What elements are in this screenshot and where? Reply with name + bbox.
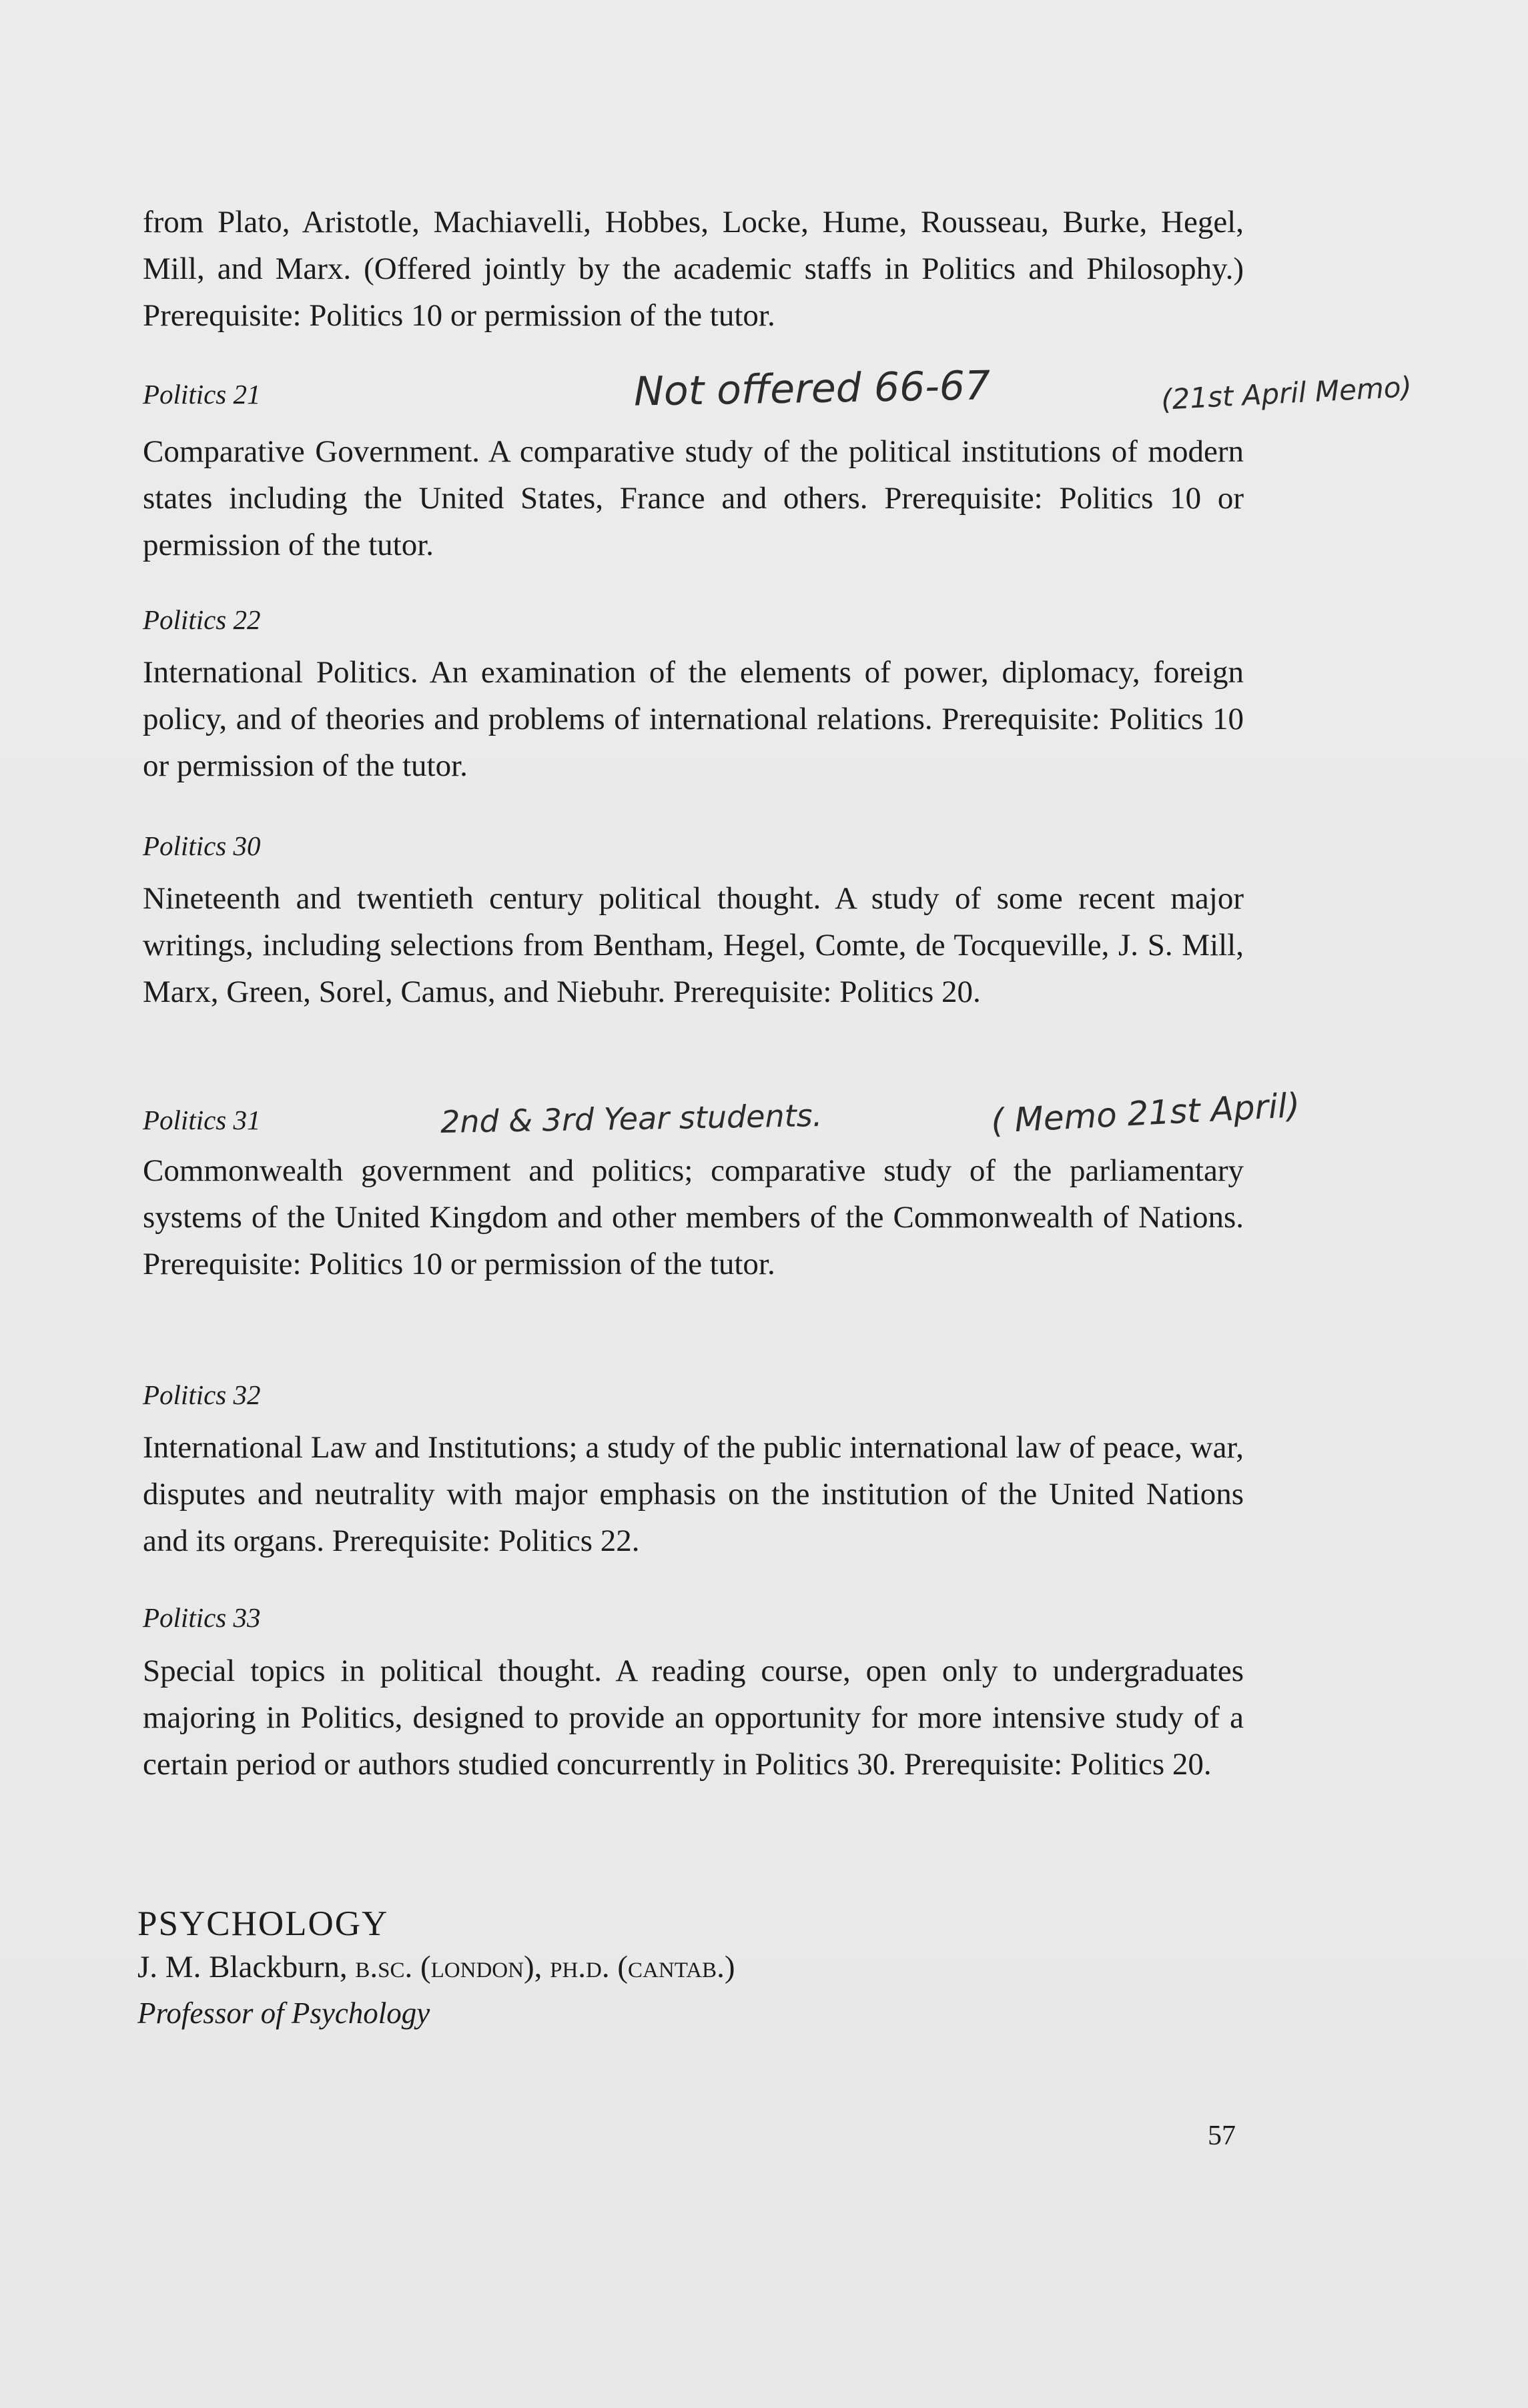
course-description-politics-32: International Law and Institutions; a study of the public international law of peace, war, disputes and neutrality with major emphasis on the institution of the United Nations and its organs. Prerequisite: Politics 22. [143, 1430, 1244, 1558]
faculty-member [137, 1949, 735, 1985]
faculty-degrees: b.sc. (london), ph.d. (cantab.) [355, 1950, 735, 1984]
faculty-name: J. M. Blackburn, [137, 1950, 348, 1984]
faculty-role: Professor of Psychology [137, 1996, 430, 2030]
handwritten-annotation-politics-31: 2nd & 3rd Year students. [440, 1097, 823, 1140]
course-description-politics-22: International Politics. An examination of the elements of power, diplomacy, foreign policy, and of theories and problems of international relations. Prerequisite: Politics 10 or permission of the tutor. [143, 655, 1244, 783]
course-description-politics-31: Commonwealth government and politics; comparative study of the parliamentary systems of the United Kingdom and other members of the Commonwealth of Nations. Prerequisite: Politics 10 or permission of the tutor. [143, 1153, 1244, 1281]
handwritten-memo-politics-21: (21st April Memo) [1160, 370, 1413, 416]
course-heading-politics-32: Politics 32 [143, 1379, 261, 1410]
section-title-psychology: PSYCHOLOGY [137, 1904, 389, 1943]
course-description-politics-30: Nineteenth and twentieth century political thought. A study of some recent major writings, including selections from Bentham, Hegel, Comte, de Tocqueville, J. S. Mill, Marx, Green, Sorel, Camus, and Niebuhr. Prerequisite: Politics 20. [143, 881, 1244, 1009]
handwritten-annotation-politics-21: Not offered 66-67 [633, 362, 991, 416]
course-heading-politics-22: Politics 22 [143, 604, 261, 635]
course-description-politics-21: Comparative Government. A comparative study of the political institutions of modern states including the United States, France and others. Prerequisite: Politics 10 or permission of the tutor. [143, 434, 1244, 562]
page-number: 57 [1208, 2121, 1236, 2151]
intro-paragraph: from Plato, Aristotle, Machiavelli, Hobbes, Locke, Hume, Rousseau, Burke, Hegel, Mill, and Marx. (Offered jointly by the academic staffs in Politics and Philosophy.) Prerequisite: Politics 10 or permission of the tutor. [143, 205, 1244, 333]
course-heading-politics-21: Politics 21 [143, 379, 261, 410]
course-heading-politics-30: Politics 30 [143, 830, 261, 861]
course-heading-politics-31: Politics 31 [143, 1105, 261, 1135]
course-description-politics-33: Special topics in political thought. A reading course, open only to undergraduates majoring in Politics, designed to provide an opportunity for more intensive study of a certain period or authors studied concurrently in Politics 30. Prerequisite: Politics 20. [143, 1654, 1244, 1782]
handwritten-memo-politics-31: ( Memo 21st April) [990, 1085, 1301, 1141]
course-heading-politics-33: Politics 33 [143, 1602, 261, 1633]
